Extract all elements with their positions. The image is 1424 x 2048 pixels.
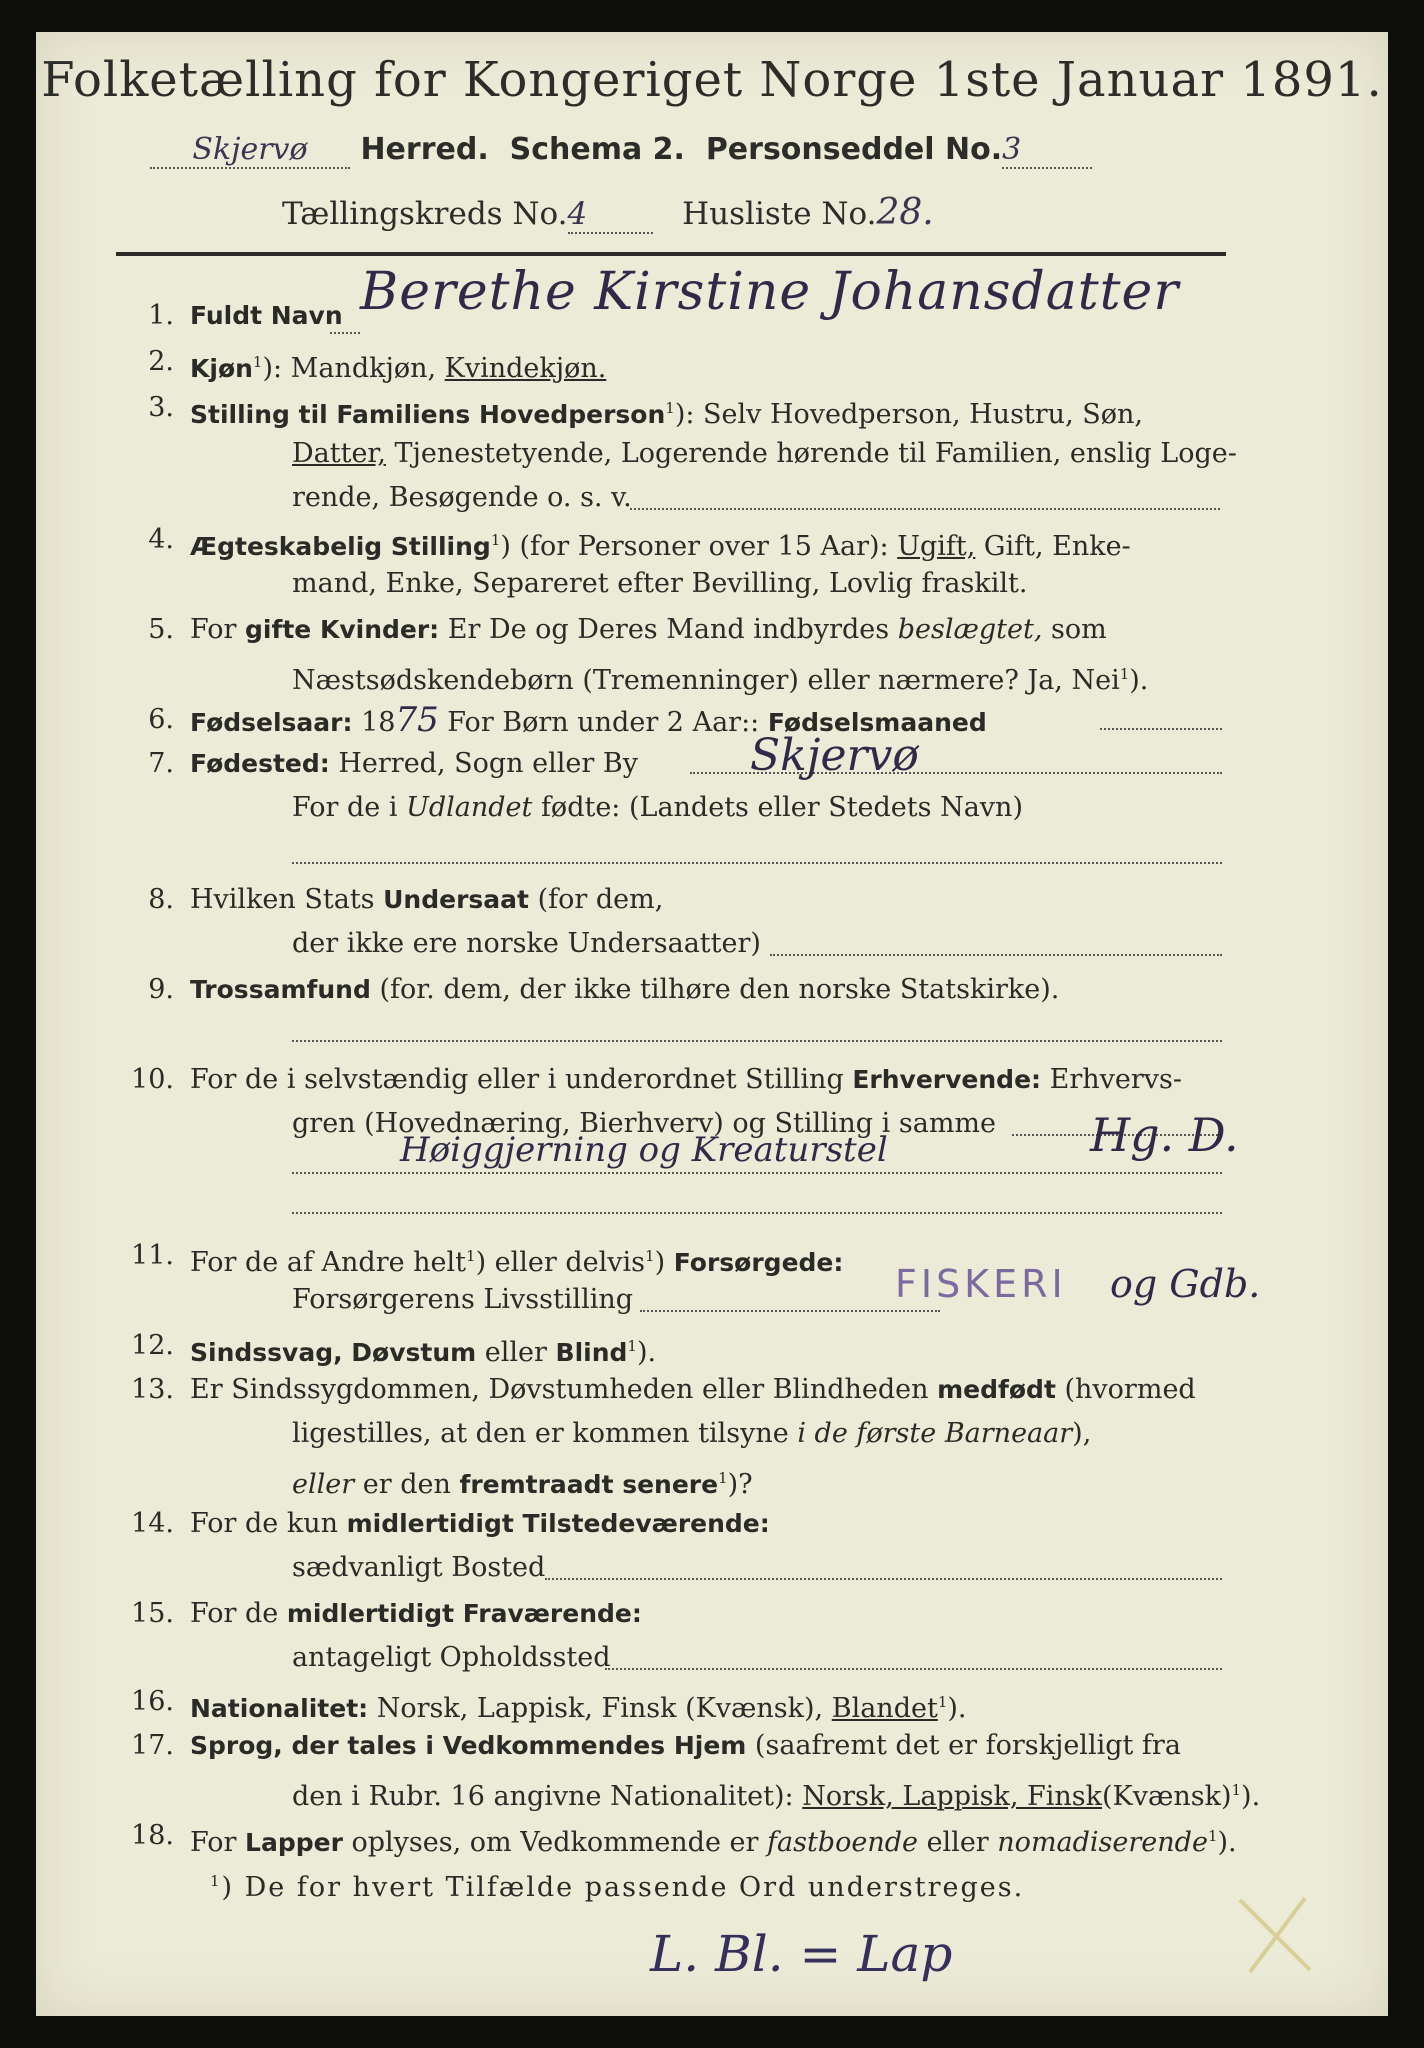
q13-line3b: )? — [727, 1469, 753, 1500]
q10-fill2 — [292, 1172, 1222, 1174]
kreds-value: 4 — [567, 196, 588, 232]
q11-fill — [640, 1310, 940, 1312]
husliste-value: 28. — [876, 192, 934, 233]
q4-label: Ægteskabelig Stilling — [190, 532, 491, 561]
q18-number: 18. — [131, 1820, 174, 1851]
personseddel-value: 3 — [1002, 132, 1022, 167]
q8-line2: der ikke ere norske Undersaatter) — [292, 928, 761, 959]
q12-end: ). — [636, 1337, 657, 1368]
q3-line3: rende, Besøgende o. s. v. — [292, 482, 632, 513]
q11-line2: Forsørgerens Livsstilling — [292, 1284, 634, 1315]
q8-number: 8. — [148, 884, 174, 915]
q2-sup: 1 — [252, 353, 263, 371]
q12-label2: Blind — [555, 1338, 628, 1367]
cross-mark — [1220, 1890, 1330, 1980]
q6-label2: Fødselsmaaned — [767, 708, 987, 737]
q7-number: 7. — [148, 748, 174, 779]
q16-number: 16. — [131, 1686, 174, 1717]
q17-choice: Norsk, Lappisk, Finsk — [802, 1781, 1102, 1812]
q7-em: Udlandet — [406, 792, 533, 823]
full-name-value: Berethe Kirstine Johansdatter — [360, 262, 1180, 322]
q13-line2a: ligestilles, at den er kommen tilsyne — [292, 1418, 789, 1449]
q6-prefix: 18 — [361, 707, 396, 738]
q4-choice: Ugift, — [897, 531, 976, 562]
q5-em: beslægtet, — [897, 614, 1043, 645]
q5-label: gifte Kvinder: — [245, 615, 440, 644]
q15-label: midlertidigt Fraværende: — [286, 1599, 642, 1628]
q3-line2: Tjenestetyende, Logerende hørende til Familien, enslig Loge- — [385, 438, 1237, 469]
q17-line2b: (Kvænsk) — [1102, 1781, 1232, 1812]
q10-line1b: Erhvervs- — [1041, 1064, 1182, 1095]
q1-label: Fuldt Navn — [190, 301, 343, 330]
q4-line2: mand, Enke, Separeret efter Bevilling, Lovlig fraskilt. — [292, 568, 1028, 599]
q2-choice: Kvindekjøn. — [444, 353, 607, 384]
q15-line1a: For de — [190, 1598, 279, 1629]
form-title: Folketælling for Kongeriget Norge 1ste Januar 1891. — [41, 52, 1383, 108]
q13-em: i de første Barneaar — [797, 1418, 1073, 1449]
birth-year-value: 75 — [395, 700, 439, 740]
schema-label: Schema 2. — [509, 132, 685, 167]
q14-line2: sædvanligt Bosted — [292, 1552, 546, 1583]
q2-text: ): Mandkjøn, — [262, 353, 437, 384]
q9-label: Trossamfund — [190, 975, 371, 1004]
q7-text: Herred, Sogn eller By — [329, 748, 638, 779]
q13-line3a: er den — [354, 1469, 451, 1500]
q15-number: 15. — [131, 1598, 174, 1629]
occupation-code: Hg. D. — [1090, 1108, 1239, 1162]
q13-line3em: eller — [292, 1469, 355, 1500]
q7-fill2 — [292, 862, 1222, 864]
q10-label: Erhvervende: — [852, 1065, 1042, 1094]
q14-line1a: For de kun — [190, 1508, 338, 1539]
q3-label: Stilling til Familiens Hovedperson — [190, 400, 666, 429]
q18-mid: eller — [917, 1827, 989, 1858]
birthplace-value: Skjervø — [750, 730, 919, 781]
herred-value: Skjervø — [192, 132, 308, 167]
q17-line2a: den i Rubr. 16 angivne Nationalitet): — [292, 1781, 794, 1812]
q13-line1a: Er Sindssygdommen, Døvstumheden eller Blindheden — [190, 1374, 929, 1405]
q14-label: midlertidigt Tilstedeværende: — [346, 1509, 770, 1538]
q1-number: 1. — [148, 300, 174, 331]
q9-text: (for. dem, der ikke tilhøre den norske Statskirke). — [370, 974, 1060, 1005]
provider-value: og Gdb. — [1110, 1262, 1261, 1306]
q5-line2: Næstsødskendebørn (Tremenninger) eller nærmere? Ja, Nei — [292, 665, 1120, 696]
q16-label: Nationalitet: — [190, 1694, 369, 1723]
q12-mid: eller — [476, 1337, 556, 1368]
kreds-line — [282, 192, 934, 234]
q4-number: 4. — [148, 524, 174, 555]
q17-line1: (saafremt det er forskjelligt fra — [746, 1730, 1181, 1761]
q16-text: Norsk, Lappisk, Finsk (Kvænsk), — [368, 1693, 824, 1724]
q17-label: Sprog, der tales i Vedkommendes Hjem — [190, 1731, 747, 1760]
q5-number: 5. — [148, 614, 174, 645]
footnote-text: ) De for hvert Tilfælde passende Ord understreges. — [221, 1872, 1025, 1903]
q18-em1: fastboende — [767, 1827, 918, 1858]
q8-label: Undersaat — [383, 885, 529, 914]
q5-line1b: Er De og Deres Mand indbyrdes — [439, 614, 890, 645]
q9-fill — [292, 1040, 1222, 1042]
footnote — [210, 1872, 1024, 1903]
q12-number: 12. — [131, 1330, 174, 1361]
q13-label2: fremtraadt senere — [459, 1470, 719, 1499]
q18-line1b: oplyses, om Vedkommende er — [342, 1827, 759, 1858]
q3-fill — [630, 508, 1220, 510]
q15-line2: antageligt Opholdssted — [292, 1642, 611, 1673]
q14-number: 14. — [131, 1508, 174, 1539]
q13-label: medfødt — [937, 1375, 1056, 1404]
q8-line1a: Hvilken Stats — [190, 884, 375, 915]
footer-spacer — [190, 1858, 1150, 1859]
footnote-sup: 1 — [210, 1872, 222, 1890]
kreds-label: Tællingskreds No. — [282, 196, 568, 232]
header-rule — [116, 252, 1226, 256]
herred-line — [150, 132, 1092, 169]
personseddel-label: Personseddel No. — [705, 132, 1003, 167]
q4-line1a: ) (for Personer over 15 Aar): — [500, 531, 889, 562]
q4-line1b: Gift, Enke- — [975, 531, 1131, 562]
q7-label: Fødested: — [190, 749, 330, 778]
q6-number: 6. — [148, 704, 174, 735]
q9-number: 9. — [148, 974, 174, 1005]
q8-line1b: (for dem, — [528, 884, 664, 915]
q6-fill — [1100, 728, 1222, 730]
q15-fill — [605, 1668, 1222, 1670]
q17-number: 17. — [131, 1730, 174, 1761]
cross-mark-path — [1240, 1898, 1310, 1972]
husliste-label: Husliste No. — [682, 196, 877, 232]
q7-line2b: fødte: (Landets eller Stedets Navn) — [532, 792, 1023, 823]
q11-label: Forsørgede: — [673, 1248, 844, 1277]
q18-em2: nomadiserende — [997, 1827, 1208, 1858]
q10-line2: gren (Hovednæring, Bierhverv) og Stilling i samme — [292, 1108, 997, 1139]
occupation-value: Høiggjerning og Kreaturstel — [400, 1130, 888, 1170]
q13-line2b: ), — [1072, 1418, 1092, 1449]
q16-end: ). — [947, 1693, 967, 1724]
signature: L. Bl. = Lap — [650, 1925, 953, 1983]
q13-number: 13. — [131, 1374, 174, 1405]
q3-line1: ): Selv Hovedperson, Hustru, Søn, — [674, 399, 1143, 430]
q10-fill3 — [292, 1212, 1222, 1214]
q17-end: ). — [1241, 1781, 1261, 1812]
q3-number: 3. — [148, 392, 174, 423]
q6-label: Fødselsaar: — [190, 708, 353, 737]
q5-line1a: For — [190, 614, 237, 645]
q2-label: Kjøn — [190, 354, 253, 383]
q8-fill — [770, 954, 1222, 956]
q1-fill — [330, 332, 360, 334]
q14-fill — [545, 1578, 1222, 1580]
q10-number: 10. — [131, 1064, 174, 1095]
q11-line1a: For de af Andre helt — [190, 1247, 467, 1278]
q16-choice: Blandet — [831, 1693, 938, 1724]
herred-label: Herred. — [360, 132, 489, 167]
q3-choice: Datter, — [292, 438, 386, 469]
fiskeri-stamp: FISKERI — [895, 1262, 1067, 1306]
q11-number: 11. — [131, 1240, 174, 1271]
q18-line1a: For — [190, 1827, 237, 1858]
q18-end: ). — [1217, 1827, 1237, 1858]
q6-mid: For Børn under 2 Aar: — [438, 707, 751, 738]
q10-line1a: For de i selvstændig eller i underordnet Stilling — [190, 1064, 844, 1095]
q5-line1c: som — [1042, 614, 1107, 645]
q13-line1b: (hvormed — [1055, 1374, 1196, 1405]
q2-number: 2. — [148, 346, 174, 377]
q12-label: Sindssvag, Døvstum — [190, 1338, 477, 1367]
q7-line2a: For de i — [292, 792, 398, 823]
q11-line1b: ) eller delvis — [475, 1247, 646, 1278]
q18-label: Lapper — [245, 1828, 343, 1857]
